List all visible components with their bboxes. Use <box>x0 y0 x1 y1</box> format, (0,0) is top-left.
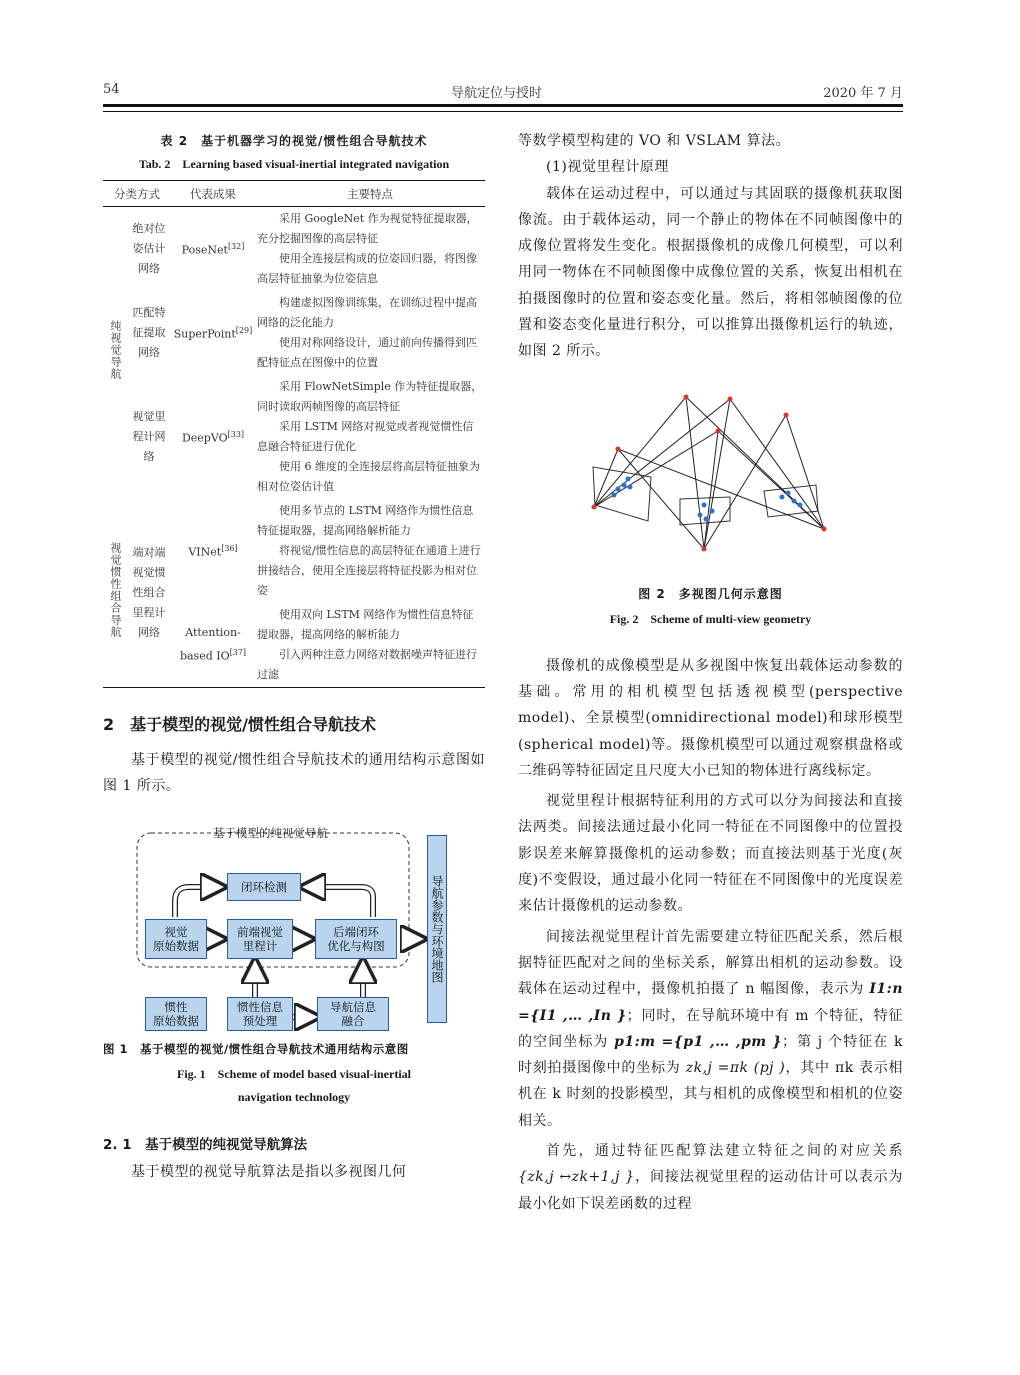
figure-1-caption-en-2: navigation technology <box>237 1090 351 1104</box>
figure-1-caption-en-1: Fig. 1 Scheme of model based visual-inertial <box>177 1067 411 1081</box>
right-column <box>518 128 903 1217</box>
section-2-1-title: 2. 1 基于模型的纯视觉导航算法 <box>103 1137 308 1153</box>
right-paragraph-4: 间接法视觉里程计首先需要建立特征匹配关系，然后根据特征匹配对之间的坐标关系，解算出相机的运动参数。设载体在运动过程中，摄像机拍摄了 n 幅图像，表示为 I1:n ={I1 ,… ,In }；同时，在导航环境中有 m 个特征，特征的空间坐标为 p1:m ={p1 ,… ,pm }；第 j 个特征在 k 时刻拍摄图像中的坐标为 zk,j =πk (pj )，其中 πk 表示相机在 k 时刻的投影模型，其与相机的成像模型和相机的位姿相关。 <box>518 928 904 1129</box>
subcategory-cell: 端对端视觉惯性组合里程计网络 <box>127 499 171 688</box>
right-paragraph-5: 首先，通过特征匹配算法建立特征之间的对应关系 {zk,j ↔zk+1,j }，间接法视觉里程的运动估计可以表示为最小化如下误差函数的过程 <box>518 1143 904 1212</box>
right-paragraph-0: 等数学模型构建的 VO 和 VSLAM 算法。 <box>518 133 791 149</box>
section-2-intro: 基于模型的视觉/惯性组合导航技术的通用结构示意图如图 1 所示。 <box>103 752 485 794</box>
features-cell: 构建虚拟图像训练集，在训练过程中提高网络的泛化能力 使用对称网络设计，通过前向传播得到匹配特征点在图像中的位置 <box>257 296 477 369</box>
subcategory-cell: 绝对位姿估计网络 <box>132 222 166 275</box>
features-cell: 采用 GoogleNet 作为视觉特征提取器，充分挖掘图像的高层特征 使用全连接层构成的位姿回归器，将图像高层特征抽象为位姿信息 <box>257 212 478 285</box>
col-header-features: 主要特点 <box>255 181 485 207</box>
features-cell: 使用多节点的 LSTM 网络作为惯性信息特征提取器，提高网络解析能力 将视觉/惯性信息的高层特征在通道上进行拼接结合，使用全连接层将特征投影为相对位姿 <box>257 504 481 597</box>
table-row <box>103 291 485 375</box>
table-row <box>103 499 485 603</box>
box-output-map: 导航参数与环境地图 <box>427 835 447 1023</box>
section-2-title: 2 基于模型的视觉/惯性组合导航技术 <box>103 715 376 734</box>
subcategory-cell: 匹配特征提取网络 <box>132 306 166 359</box>
category-visual-inertial: 视觉惯性组合导航 <box>103 499 127 688</box>
figure-1 <box>103 821 485 1031</box>
right-paragraph-1: 载体在运动过程中，可以通过与其固联的摄像机获取图像流。由于载体运动，同一个静止的物体在不同帧图像中的成像位置将发生变化。根据摄像机的成像几何模型，可以利用同一物体在不同帧图像中成像位置的关系，恢复出相机在拍摄图像时的位置和姿态变化量。然后，将相邻帧图像的位置和姿态变化量进行积分，可以推算出摄像机运行的轨迹，如图 2 所示。 <box>518 185 903 360</box>
subheading-vo-principle: (1)视觉里程计原理 <box>546 159 669 176</box>
box-frontend-vo: 前端视觉 里程计 <box>227 919 293 959</box>
figure-1-group-label: 基于模型的纯视觉导航 <box>213 826 328 840</box>
figure-2-caption-en: Fig. 2 Scheme of multi-view geometry <box>609 611 812 626</box>
table2-caption-en: Tab. 2 Learning based visual-inertial integrated navigation <box>138 157 450 171</box>
right-paragraph-3: 视觉里程计根据特征利用的方式可以分为间接法和直接法两类。间接法通过最小化同一特征在不同图像中的位置投影误差来解算摄像机的运动参数；而直接法则基于光度(灰度)不变假设，通过最小化同一特征在不同图像中的光度误差来估计摄像机的运动参数。 <box>518 793 903 915</box>
header-rule-thick <box>103 104 903 107</box>
representative-cell: DeepVO[33] <box>181 430 245 445</box>
table-row <box>103 375 485 499</box>
table-row <box>103 207 485 292</box>
col-header-category: 分类方式 <box>103 181 171 207</box>
figure-2-caption-zh: 图 2 多视图几何示意图 <box>638 586 783 601</box>
running-header <box>103 82 903 102</box>
header-rule-thin <box>103 111 903 112</box>
journal-name: 导航定位与授时 <box>451 86 543 101</box>
subcategory-cell: 视觉里程计网络 <box>132 410 166 463</box>
representative-cell: PoseNet[32] <box>181 242 245 257</box>
section-2-1-paragraph: 基于模型的视觉导航算法是指以多视图几何 <box>131 1164 407 1180</box>
col-header-representative: 代表成果 <box>171 181 255 207</box>
page-number: 54 <box>103 82 120 97</box>
box-backend: 后端闭环 优化与构图 <box>315 919 397 959</box>
representative-cell: VINet[36] <box>188 544 238 559</box>
features-cell: 采用 FlowNetSimple 作为特征提取器，同时读取两帧图像的高层特征 采用 LSTM 网络对视觉或者视觉惯性信息融合特征进行优化 使用 6 维度的全连接层将高层特征抽象为相对位姿估计值 <box>257 380 483 493</box>
figure-2-multiview <box>518 393 903 573</box>
figure-1-caption-zh: 图 1 基于模型的视觉/惯性组合导航技术通用结构示意图 <box>103 1042 409 1056</box>
box-visual-raw: 视觉 原始数据 <box>145 919 207 959</box>
box-nav-fusion: 导航信息 融合 <box>317 997 389 1031</box>
representative-cell: SuperPoint[29] <box>173 326 253 341</box>
box-loop-closure: 闭环检测 <box>227 873 301 901</box>
box-preintegration: 惯性信息 预处理 <box>227 997 293 1031</box>
issue-date: 2020 年 7 月 <box>823 86 903 101</box>
right-paragraph-2: 摄像机的成像模型是从多视图中恢复出载体运动参数的基础。常用的相机模型包括透视模型(perspective model)、全景模型(omnidirectional model)和球形模型(spherical model)等。摄像机模型可以通过观察棋盘格或二维码等特征固定且尺度大小已知的物体进行离线标定。 <box>518 657 903 779</box>
category-pure-visual: 纯视觉导航 <box>109 319 122 380</box>
table-header-row <box>103 181 485 207</box>
table2-caption-zh: 表 2 基于机器学习的视觉/惯性组合导航技术 <box>160 134 428 148</box>
representative-cell: Attention-based IO[37] <box>171 603 255 688</box>
box-inertial-raw: 惯性 原始数据 <box>145 997 207 1031</box>
table2 <box>103 180 485 688</box>
features-cell: 使用双向 LSTM 网络作为惯性信息特征提取器，提高网络的解析能力 引入两种注意力网络对数据噪声特征进行过滤 <box>255 603 485 688</box>
left-column <box>103 128 485 1185</box>
